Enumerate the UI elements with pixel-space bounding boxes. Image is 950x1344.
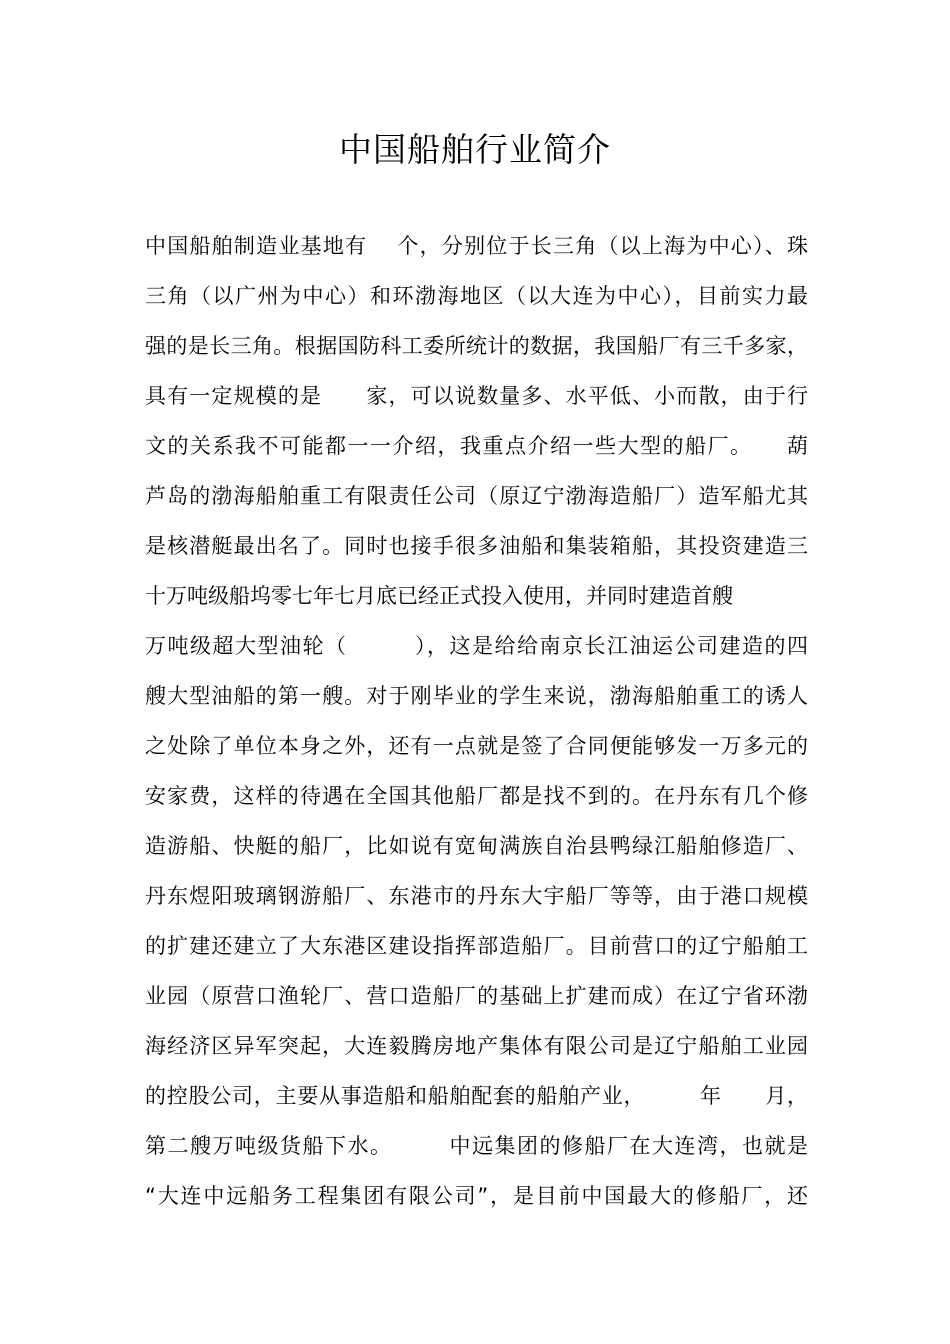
text-line: 第二艘万吨级货船下水。 中远集团的修船厂在大连湾，也就是 xyxy=(145,1134,808,1158)
text-line: 艘大型油船的第一艘。对于刚毕业的学生来说，渤海船舶重工的诱人 xyxy=(145,684,808,708)
document-body xyxy=(145,227,808,1227)
text-line: 万吨级超大型油轮（ ），这是给给南京长江油运公司建造的四 xyxy=(145,634,808,658)
text-line: 海经济区异军突起，大连毅腾房地产集体有限公司是辽宁船舶工业园 xyxy=(145,1034,808,1058)
text-line: 的扩建还建立了大东港区建设指挥部造船厂。目前营口的辽宁船舶工 xyxy=(145,934,808,958)
text-line: 的控股公司，主要从事造船和船舶配套的船舶产业， 年 月， xyxy=(145,1084,808,1108)
text-line: 业园（原营口渔轮厂、营口造船厂的基础上扩建而成）在辽宁省环渤 xyxy=(145,984,808,1008)
text-line: 芦岛的渤海船舶重工有限责任公司（原辽宁渤海造船厂）造军船尤其 xyxy=(145,484,808,508)
text-line: 是核潜艇最出名了。同时也接手很多油船和集装箱船，其投资建造三 xyxy=(145,534,808,558)
text-line: 中国船舶制造业基地有 个，分别位于长三角（以上海为中心）、珠 xyxy=(145,234,808,258)
text-line: 文的关系我不可能都一一介绍，我重点介绍一些大型的船厂。 葫 xyxy=(145,434,808,458)
text-line: “大连中远船务工程集团有限公司”，是目前中国最大的修船厂，还 xyxy=(145,1184,808,1208)
text-line: 十万吨级船坞零七年七月底已经正式投入使用，并同时建造首艘 xyxy=(145,584,733,608)
text-line: 丹东煜阳玻璃钢游船厂、东港市的丹东大宇船厂等等，由于港口规模 xyxy=(145,884,808,908)
text-line: 安家费，这样的待遇在全国其他船厂都是找不到的。在丹东有几个修 xyxy=(145,784,808,808)
text-line: 三角（以广州为中心）和环渤海地区（以大连为中心），目前实力最 xyxy=(145,284,808,308)
document-title: 中国船舶行业简介 xyxy=(339,130,611,169)
text-line: 具有一定规模的是 家，可以说数量多、水平低、小而散，由于行 xyxy=(145,384,808,408)
text-line: 之处除了单位本身之外，还有一点就是签了合同便能够发一万多元的 xyxy=(145,734,808,758)
text-line: 造游船、快艇的船厂，比如说有宽甸满族自治县鸭绿江船舶修造厂、 xyxy=(145,834,808,858)
text-line: 强的是长三角。根据国防科工委所统计的数据，我国船厂有三千多家， xyxy=(145,334,808,358)
